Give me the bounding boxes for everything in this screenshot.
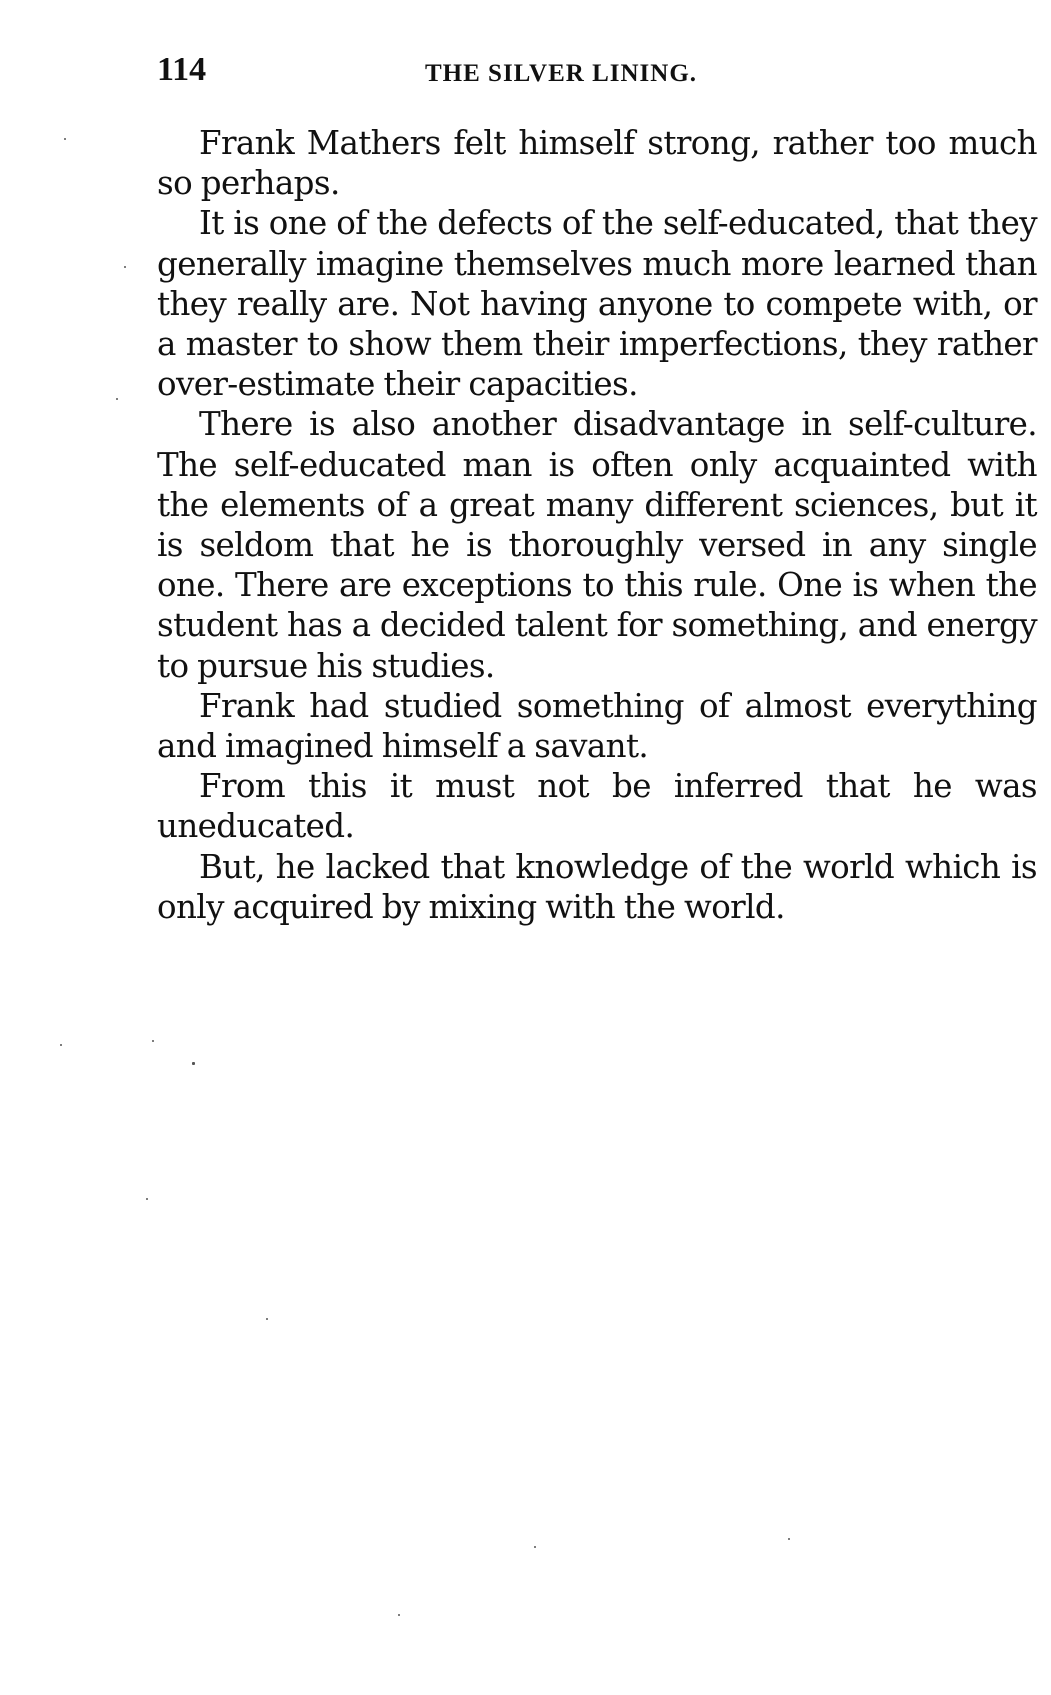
print-speck [398, 1614, 400, 1616]
print-speck [116, 398, 118, 400]
paragraph: It is one of the defects of the self-educated, that they generally imagine themselves much more learned than they really are. Not having anyone to compete with, or a master to show them their imperfections, they rather over-estimate their capacities. [157, 204, 1037, 404]
body-text [157, 123, 1037, 927]
running-head [157, 48, 1037, 92]
page-number: 114 [157, 51, 207, 88]
paragraph: Frank Mathers felt himself strong, rather too much so perhaps. [157, 124, 1037, 203]
paragraph: There is also another disadvantage in self-culture. The self-educated man is often only acquainted with the elements of a great many different sciences, but it is seldom that he is thoroughly versed in any single one. There are exceptions to this rule. One is when the student has a decided talent for something, and energy to pursue his studies. [157, 405, 1037, 685]
print-speck [124, 266, 126, 268]
print-speck [788, 1538, 790, 1540]
print-speck [192, 1062, 195, 1065]
paragraph: But, he lacked that knowledge of the world which is only acquired by mixing with the world. [157, 847, 1037, 926]
print-speck [60, 1044, 62, 1046]
print-speck [266, 1318, 268, 1320]
running-title: THE SILVER LINING. [425, 60, 698, 87]
paragraph: From this it must not be inferred that he was uneducated. [157, 767, 1037, 846]
print-speck [152, 1040, 154, 1042]
print-speck [534, 1546, 536, 1548]
print-speck [146, 1198, 148, 1200]
paragraph: Frank had studied something of almost everything and imagined himself a savant. [157, 686, 1037, 766]
print-speck [64, 138, 66, 140]
